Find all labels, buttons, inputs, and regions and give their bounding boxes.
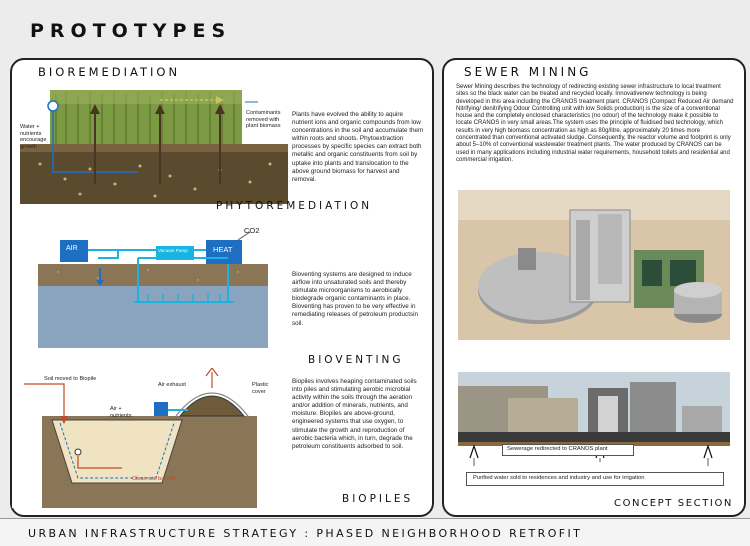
sewer-mining-title: SEWER MINING: [464, 65, 592, 79]
biopiles-air-exhaust-label: Air exhaust: [158, 382, 186, 388]
footer-text: URBAN INFRASTRUCTURE STRATEGY : PHASED NEIGHBORHOOD RETROFIT: [28, 527, 583, 540]
bioventing-heat-label: HEAT: [213, 245, 233, 254]
bioventing-air-label: AIR: [66, 245, 78, 252]
footer-bar: [0, 518, 750, 546]
page-title: PROTOTYPES: [30, 20, 232, 42]
biopiles-title: BIOPILES: [342, 493, 414, 505]
caption-box-purified: [466, 472, 724, 486]
biopiles-text: Biopiles involves heaping contaminated soils into piles and stimulating aerobic microbial activity within the soils through the aeration and/or addition of minerals, nutrients, and moisture. Biopiles are above-ground, engineered systems that use oxygen, to stimulate the growth and reproduction of aerobic bacteria which, in turn, degrade the petroleum constituents adsorbed to soil.: [292, 378, 417, 450]
phyto-label-water: Water + nutrients encourage growth: [20, 124, 47, 150]
bioventing-vacuum-label: Vacuum Pump: [158, 248, 188, 253]
bioventing-co2-label: CO2: [244, 228, 260, 235]
bioventing-title: BIOVENTING: [308, 354, 404, 366]
caption-sewerage: Sewerage redirected to CRANOS plant: [507, 446, 608, 452]
biopiles-clean-soil-label: Clean soil backfill: [132, 476, 176, 482]
biopiles-air-nutrients-label: Air + nutrients: [110, 406, 132, 419]
concept-section-title: CONCEPT SECTION: [614, 498, 734, 509]
biopiles-soil-moved-label: Soil moved to Biopile: [44, 376, 97, 382]
caption-purified: Purified water sold to residences and industry and use for irrigation: [473, 475, 645, 481]
phytoremediation-diagram: [20, 84, 288, 204]
phytoremediation-title: PHYTOREMEDIATION: [216, 200, 373, 212]
sewer-mining-panel: [442, 58, 746, 517]
bioventing-diagram: [38, 228, 268, 348]
bioventing-text: Bioventing systems are designed to induce airflow into unsaturated soils and thereby stimulate microorganisms to aerobically biodegrade organic contaminants in place. Bioventing has proven to be very effective in remediating releases of petroleum productsin soil.: [292, 271, 419, 327]
phytoremediation-text: Plants have evolved the ability to aquire nutrient ions and organic compounds from low concentrations in the soil and accumulate them within roots and shoots. Phytoextraction processes by specific species can extract both metallic and organic constituents from soil by uptake into plants and translocation to the above ground biomass for harvest and removal.: [292, 111, 424, 183]
biopiles-diagram: [12, 368, 280, 508]
bioremediation-panel: [10, 58, 434, 517]
cranos-plant-photo: [458, 190, 730, 340]
caption-box-sewerage: [502, 444, 634, 456]
sewer-mining-text: Sewer Mining describes the technology of redirecting existing sewer infrastructure to local treatment sites so the black water can be treated and recycled locally. Innovativenew technology is being developed in this area including the CRANOS treatment plant. CRANOS (Compact Reduced Air demand Nitrifying/ denitrifying Odour Controlling unit with low Solids production) is the size of a conventional house and the completely enclosed characteristics (no odour) of the technology make it possible to locate CRANOS in very small areas.The system uses the principle of fluidised bed technology, which results in very high biomass concentration as high as 80g/litre, approximately 20 times more concentrated than conventional activated sludge. Consequently, the reactor volume and footprint is only about 5–10% of conventional wastewater treatment plants. The water produced by CRANOS can be used in many applications including industrial water requirements, household toilets and residential and commercial irrigation.: [456, 84, 734, 163]
biopiles-plastic-cover-label: Plastic cover: [252, 382, 269, 395]
bioremediation-title: BIOREMEDIATION: [38, 65, 181, 79]
phyto-label-contaminants: Contaminants removed with plant biomass: [246, 110, 281, 129]
